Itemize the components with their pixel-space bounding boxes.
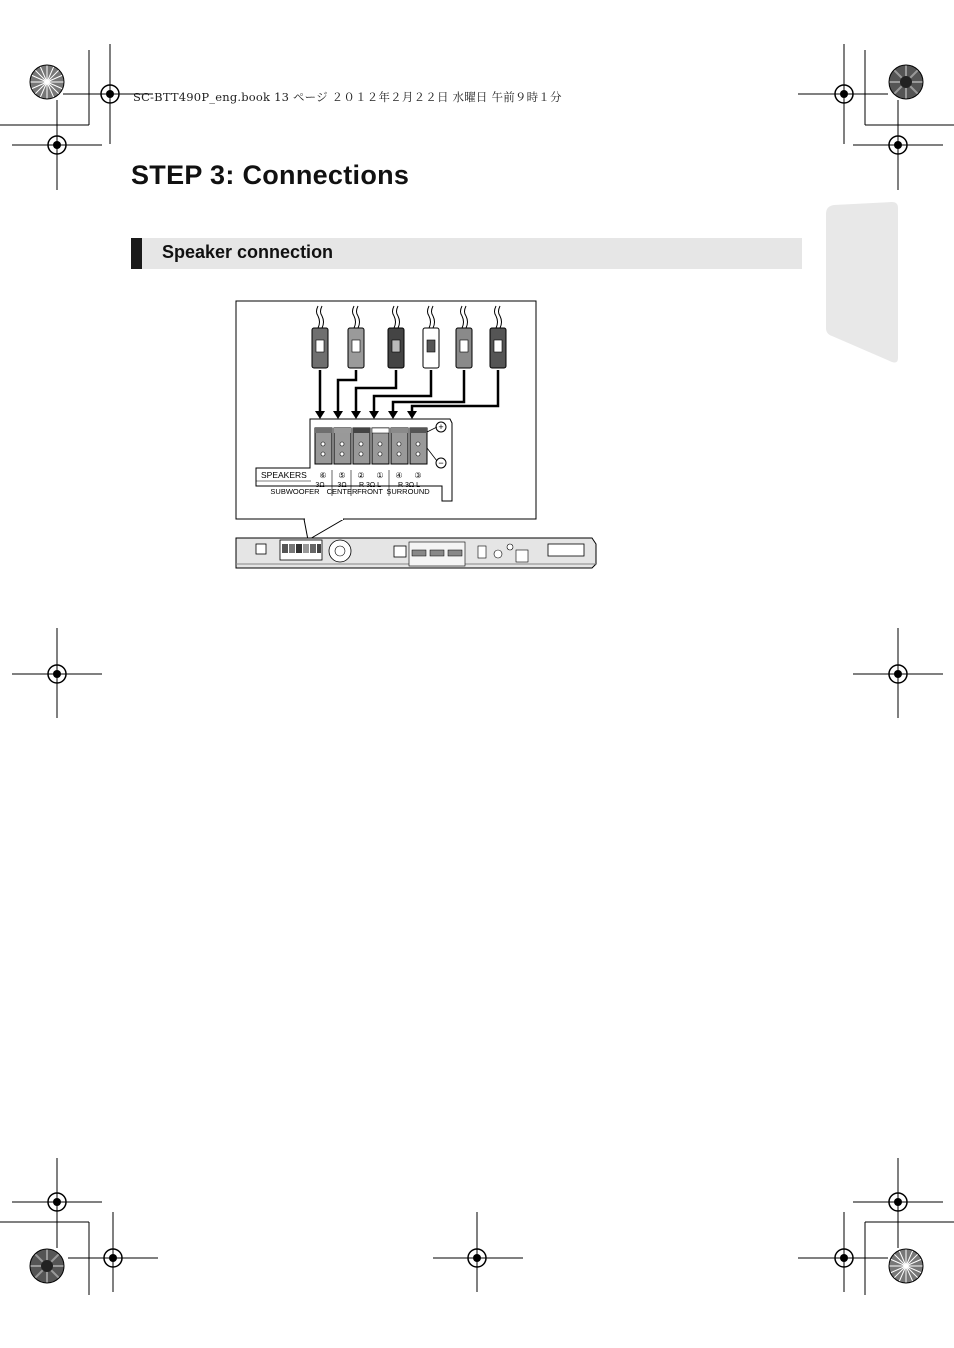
star-target-icon <box>29 1248 65 1284</box>
channel-impedance: R 3Ω L <box>359 482 381 489</box>
registration-mark-icon <box>798 1212 888 1292</box>
registration-mark-icon <box>853 100 943 190</box>
channel-impedance: 3Ω <box>337 482 347 489</box>
star-target-icon <box>888 1248 924 1284</box>
registration-mark-icon <box>433 1212 523 1292</box>
registration-mark-icon <box>12 100 102 190</box>
registration-mark-icon <box>12 628 102 718</box>
star-target-icon <box>888 64 924 100</box>
channel-number: ① <box>376 471 384 480</box>
page-title: STEP 3: Connections <box>131 160 410 190</box>
speaker-connection-diagram <box>232 298 598 572</box>
channel-name: FRONT <box>357 487 383 496</box>
registration-mark-icon <box>853 628 943 718</box>
channel-impedance: 3Ω <box>315 482 325 489</box>
channel-number: ⑤ <box>338 471 346 480</box>
channel-name: SUBWOOFER <box>270 487 320 496</box>
polarity-plus: + <box>438 422 444 432</box>
section-heading-accent <box>131 238 142 269</box>
main-unit-rear-panel <box>236 538 596 568</box>
side-tab <box>822 200 900 366</box>
channel-name: SURROUND <box>386 487 430 496</box>
section-title: Speaker connection <box>162 242 334 262</box>
polarity-minus: − <box>438 458 444 468</box>
channel-impedance: R 3Ω L <box>398 482 420 489</box>
registration-mark-icon <box>68 1212 158 1292</box>
channel-number: ⑥ <box>319 471 327 480</box>
star-target-icon <box>29 64 65 100</box>
channel-number: ② <box>357 471 365 480</box>
print-header-line: SC-BTT490P_eng.book 13 ページ ２０１２年２月２２日 水曜日 午前９時１分 <box>133 90 562 104</box>
channel-number: ④ <box>395 471 403 480</box>
channel-number: ③ <box>414 471 422 480</box>
channel-name: CENTER <box>326 487 358 496</box>
speakers-label: SPEAKERS <box>261 470 307 480</box>
